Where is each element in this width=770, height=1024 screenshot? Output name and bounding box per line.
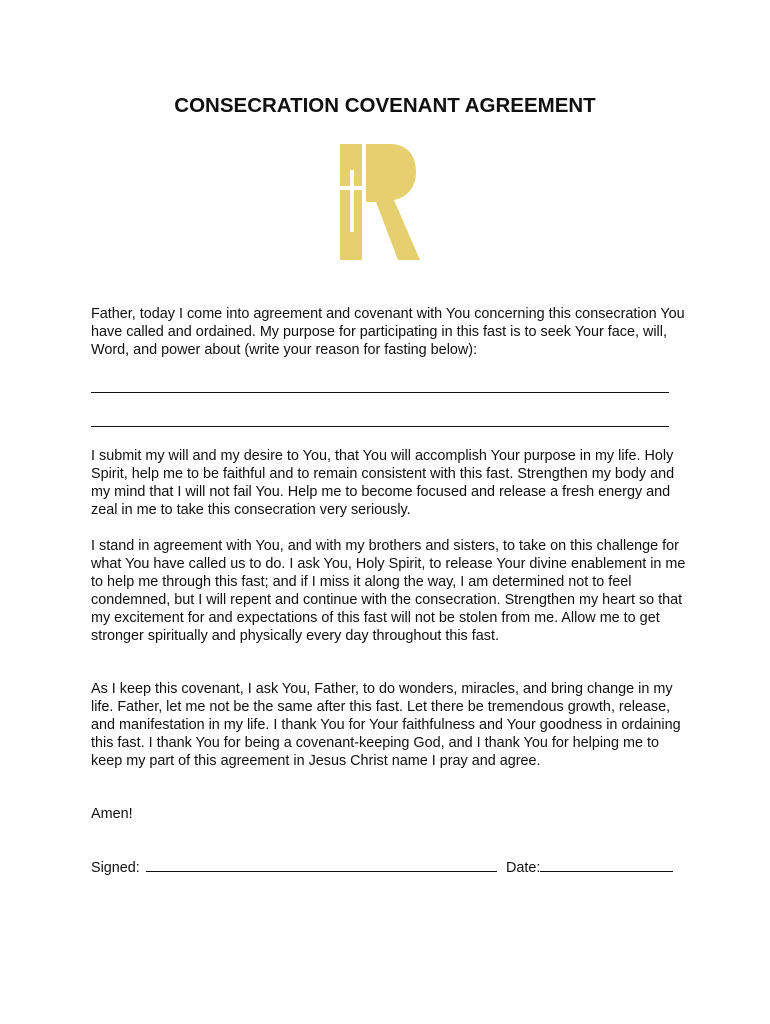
signature-field[interactable] (146, 857, 497, 872)
agreement-paragraph: I stand in agreement with You, and with my brothers and sisters, to take on this challenge for what You have called us to do. I ask You, Holy Spirit, to release Your divine enablement in me to help me through this fast; and if I miss it along the way, I am determined not to feel condemned, but I will repent and continue with the consecration. Strengthen my heart so that my excitement for and expectations of this fast will not be stolen from me. Allow me to get stronger spiritually and physically every day throughout this fast. (91, 538, 686, 644)
intro-paragraph: Father, today I come into agreement and covenant with You concerning this consecration You have called and ordained. My purpose for participating in this fast is to seek Your face, will, Word, and power about (write your reason for fasting below): (91, 306, 685, 358)
signature-row (91, 857, 541, 877)
page-title: CONSECRATION COVENANT AGREEMENT (174, 94, 596, 117)
submit-paragraph: I submit my will and my desire to You, that You will accomplish Your purpose in my life. Holy Spirit, help me to be faithful and to remain consistent with this fast. Strengthen my body and my mind that I will not fail You. Help me to become focused and release a fresh energy and zeal in me to take this consecration very seriously. (91, 448, 675, 518)
reason-line-2[interactable] (91, 426, 669, 427)
date-field[interactable] (540, 857, 673, 872)
reason-line-1[interactable] (91, 392, 669, 393)
date-label: Date: (506, 860, 541, 876)
covenant-paragraph: As I keep this covenant, I ask You, Father, to do wonders, miracles, and bring change in my life. Father, let me not be the same after this fast. Let there be tremendous growth, release, and manifestation in my life. I thank You for Your faithfulness and Your goodness in ordaining this fast. I thank You for being a covenant-keeping God, and I thank You for helping me to keep my part of this agreement in Jesus Christ name I pray and agree. (91, 681, 681, 769)
amen-text: Amen! (91, 806, 133, 822)
date-group (506, 857, 673, 877)
signed-label: Signed: (91, 860, 140, 876)
cross-r-logo-icon (340, 144, 420, 260)
